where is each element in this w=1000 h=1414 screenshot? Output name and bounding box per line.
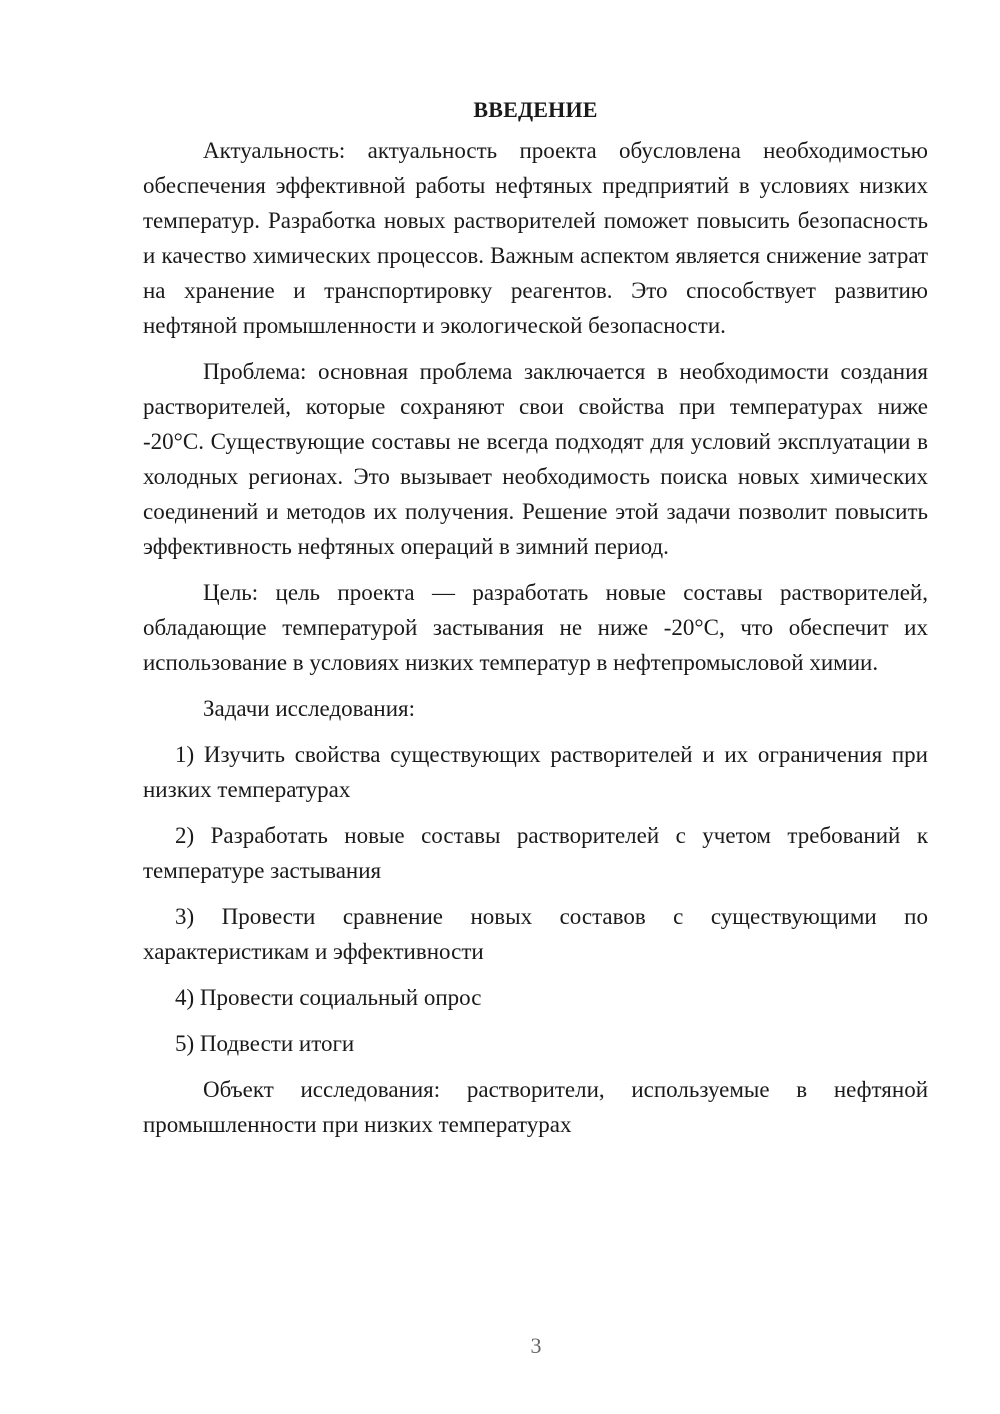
page-number: 3 <box>530 1333 542 1358</box>
section-heading: ВВЕДЕНИЕ <box>473 97 598 122</box>
task-item-1: 1) Изучить свойства существующих растворителей и их ограничения при низких температурах <box>143 742 928 802</box>
paragraph-goal: Цель: цель проекта — разработать новые составы растворителей, обладающие температурой застывания не ниже -20°C, что обеспечит их использование в условиях низких температур в нефтепромысловой химии. <box>143 580 928 675</box>
paragraph-problem: Проблема: основная проблема заключается в необходимости создания растворителей, которые сохраняют свои свойства при температурах ниже -20°C. Существующие составы не всегда подходят для условий эксплуатации в холодных регионах. Это вызывает необходимость поиска новых химических соединений и методов их получения. Решение этой задачи позволит повысить эффективность нефтяных операций в зимний период. <box>143 359 928 559</box>
task-item-5: 5) Подвести итоги <box>175 1031 355 1056</box>
task-item-4: 4) Провести социальный опрос <box>175 985 482 1010</box>
paragraph-object: Объект исследования: растворители, используемые в нефтяной промышленности при низких температурах <box>143 1077 928 1137</box>
task-item-2: 2) Разработать новые составы растворителей с учетом требований к температуре застывания <box>143 823 928 883</box>
paragraph-relevance: Актуальность: актуальность проекта обусловлена необходимостью обеспечения эффективной работы нефтяных предприятий в условиях низких температур. Разработка новых растворителей поможет повысить безопасность и качество химических процессов. Важным аспектом является снижение затрат на хранение и транспортировку реагентов. Это способствует развитию нефтяной промышленности и экологической безопасности. <box>143 138 928 338</box>
paragraph-tasks-title: Задачи исследования: <box>203 696 416 721</box>
task-item-3: 3) Провести сравнение новых составов с существующими по характеристикам и эффективности <box>143 904 928 964</box>
page-content <box>143 92 928 1153</box>
